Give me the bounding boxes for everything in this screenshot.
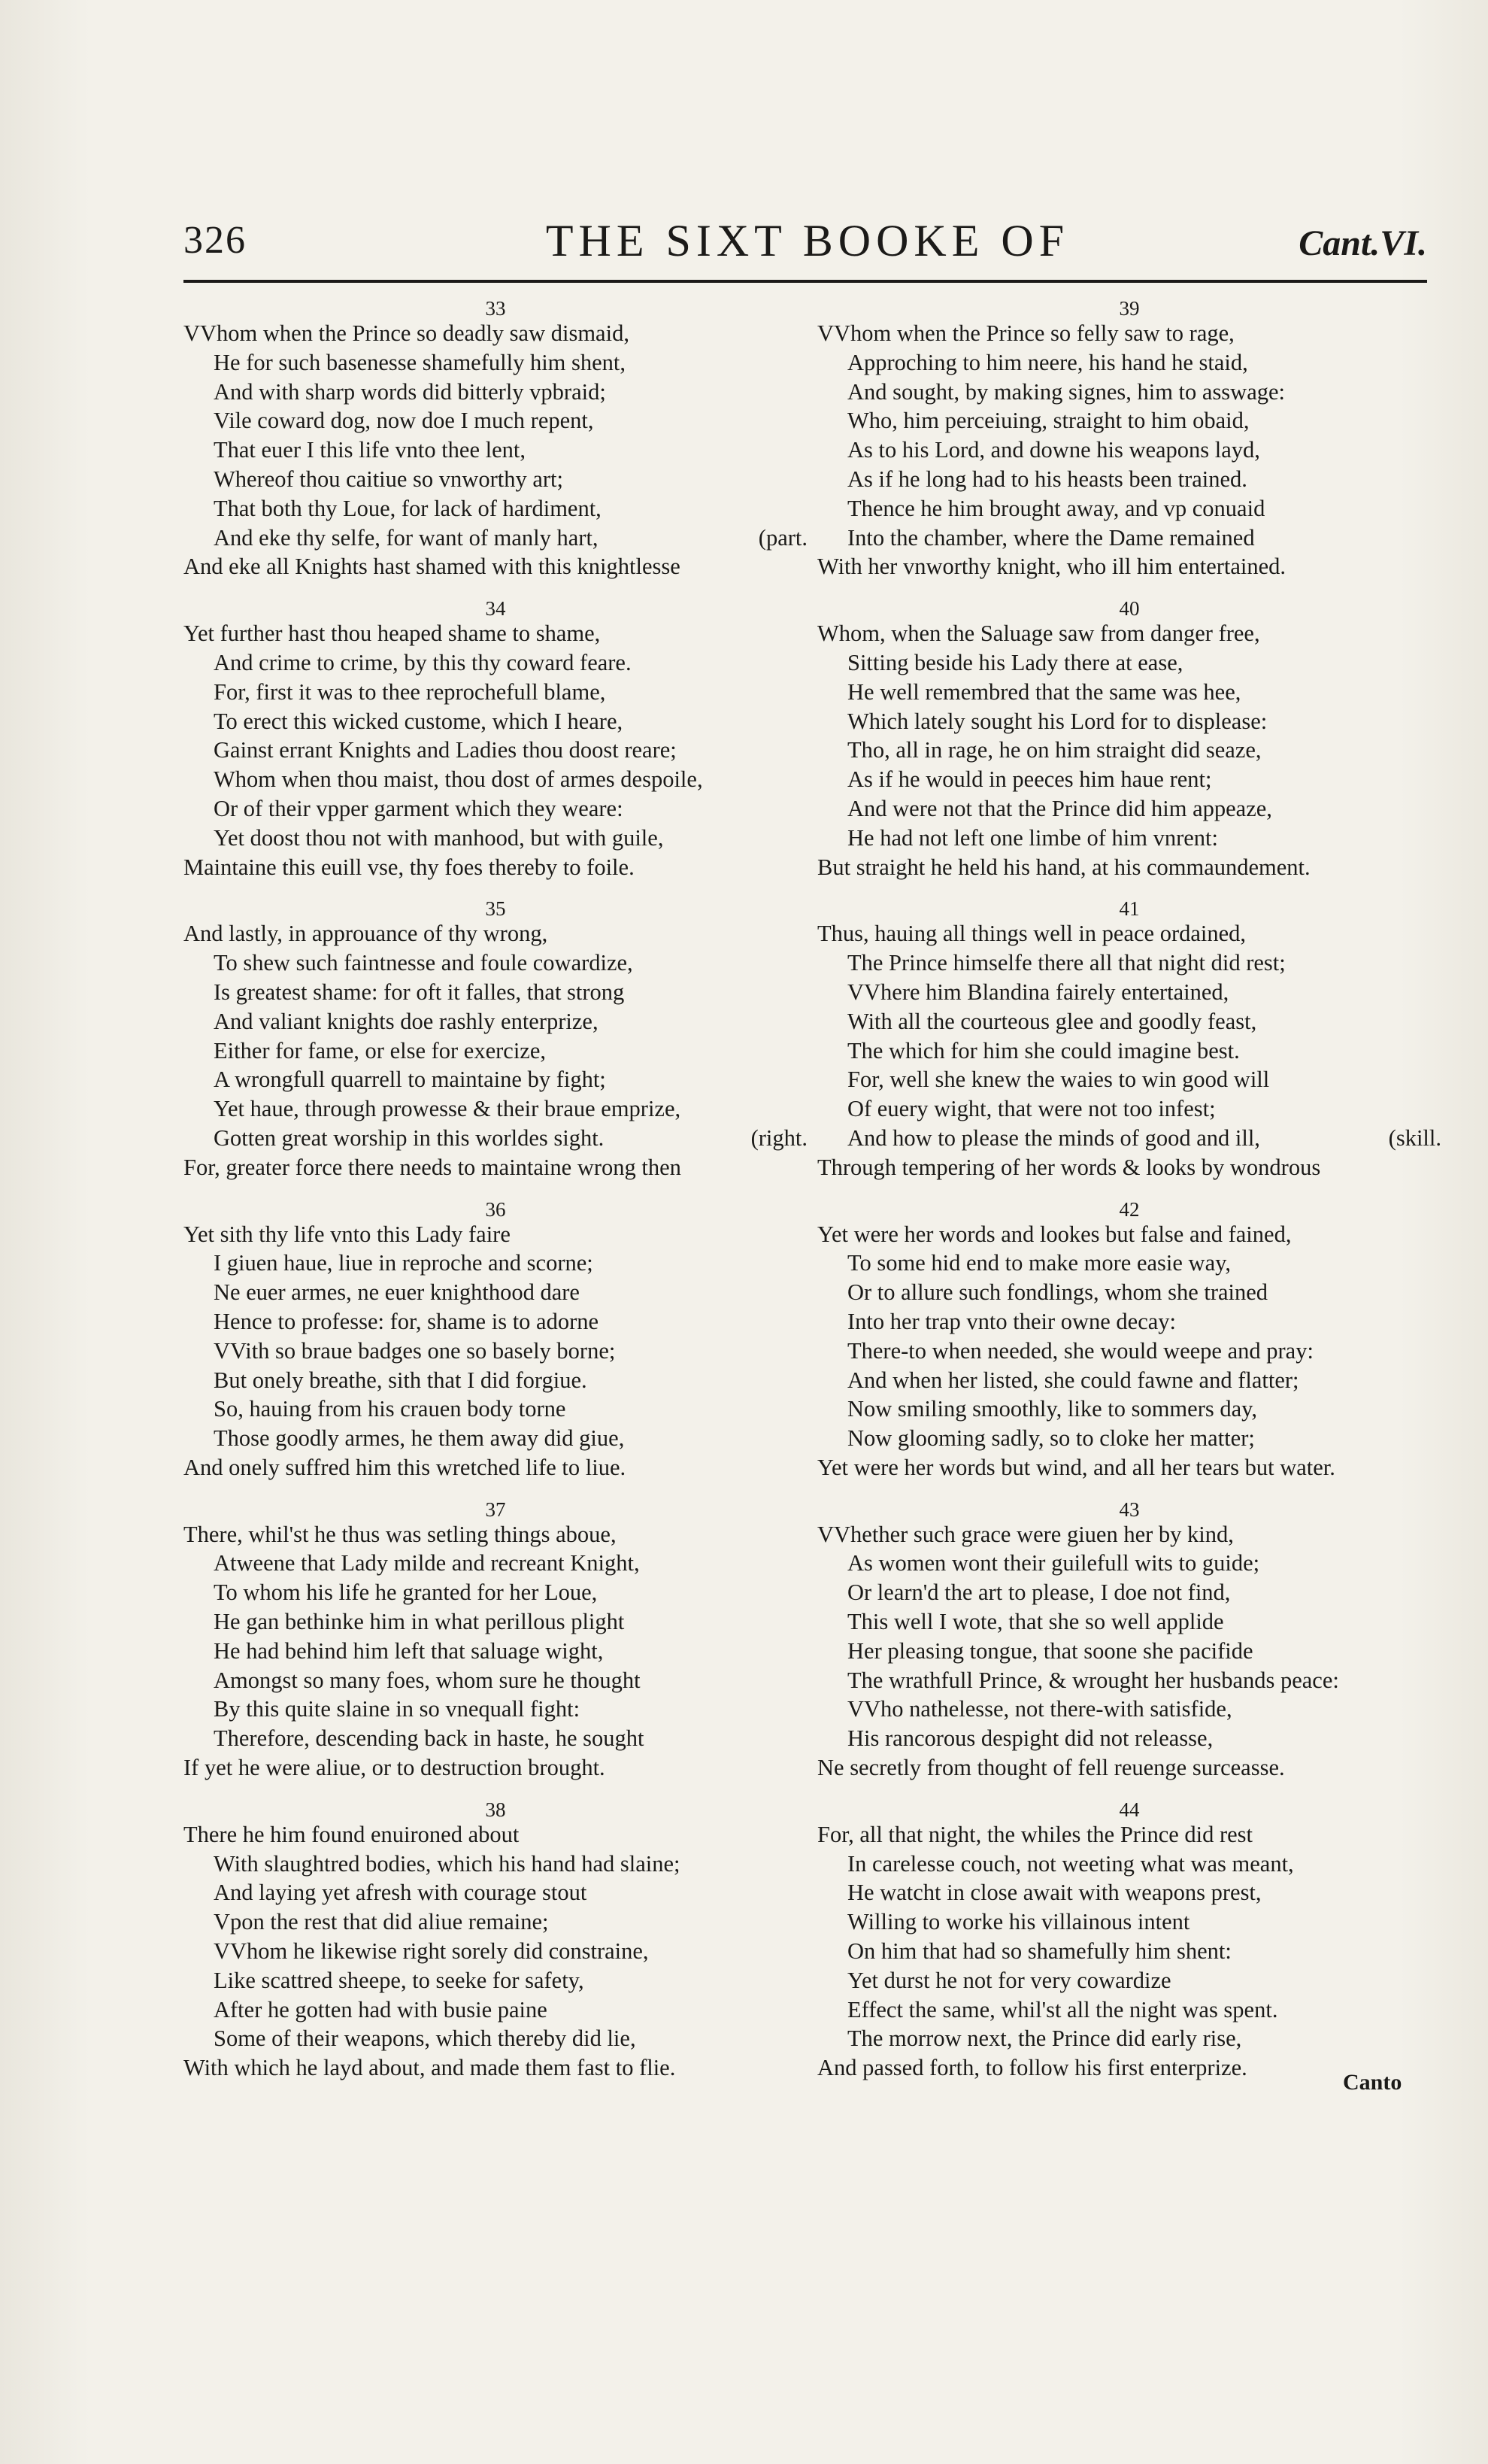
verse-text: Amongst so many foes, whom sure he thought [214,1667,641,1693]
verse-line [183,648,808,678]
verse-line [817,707,1441,736]
verse-line [817,678,1441,707]
verse-line [817,1878,1441,1907]
verse-text: This well I wote, that she so well applide [847,1609,1224,1635]
verse-line [183,736,808,765]
verse-line [817,465,1441,494]
verse-line [817,794,1441,824]
verse-text: On him that had so shamefully him shent: [847,1938,1232,1965]
verse-line [183,1453,808,1482]
verse-line [817,1124,1441,1153]
verse-text: That both thy Loue, for lack of hardiment, [214,495,602,521]
verse-text: Yet doost thou not with manhood, but with guile, [214,824,664,851]
verse-text: Of euery wight, that were not too infest; [847,1096,1216,1122]
header-rule [183,280,1427,283]
running-head [183,218,1427,278]
stanza-number: 44 [1119,1798,1140,1821]
verse-text: Therefore, descending back in haste, he sought [214,1725,644,1752]
verse-text: In carelesse couch, not weeting what was meant, [847,1850,1294,1877]
verse-text: Yet durst he not for very cowardize [847,1967,1171,1993]
verse-line [183,1220,808,1249]
verse-line [817,948,1441,978]
verse-text: To some hid end to make more easie way, [847,1250,1231,1276]
verse-text: Gainst errant Knights and Ladies thou doost reare; [214,737,677,763]
verse-text: Tho, all in rage, he on him straight did seaze, [847,737,1262,763]
verse-line [817,1578,1441,1607]
verse-text: To erect this wicked custome, which I heare, [214,708,623,734]
verse-text: For, well she knew the waies to win good will [847,1067,1270,1093]
verse-text: Who, him perceiuing, straight to him obaid, [847,408,1250,434]
verse-line [817,853,1441,882]
stanza [183,898,808,1182]
verse-text: VVhom when the Prince so felly saw to rage, [817,320,1235,346]
verse-line [183,523,808,553]
verse-text: Into the chamber, where the Dame remained [847,524,1255,551]
canto-label: Cant.VI. [1299,223,1427,263]
verse-text: And when her listed, she could fawne and flatter; [847,1367,1299,1393]
verse-text: And crime to crime, by this thy coward feare. [214,649,632,675]
verse-line [817,1753,1441,1783]
book-title: THE SIXT BOOKE OF [545,216,1070,266]
verse-text: To whom his life he granted for her Loue, [214,1579,598,1606]
verse-line [817,1907,1441,1937]
verse-line [817,1453,1441,1482]
verse-text: Vile coward dog, now doe I much repent, [214,408,594,434]
verse-line [183,552,808,581]
verse-line [817,552,1441,581]
verse-text: Willing to worke his villainous intent [847,1909,1190,1935]
verse-line [183,1995,808,2025]
verse-line [183,465,808,494]
verse-line [183,1153,808,1182]
verse-line [817,523,1441,553]
verse-text: Either for fame, or else for exercize, [214,1037,546,1064]
verse-text: He watcht in close await with weapons prest, [847,1880,1262,1906]
verse-text: VVhom he likewise right sorely did constraine, [214,1938,649,1965]
stanza-number: 40 [1119,597,1140,621]
verse-text: Now smiling smoothly, like to sommers day, [847,1396,1258,1422]
verse-text: As to his Lord, and downe his weapons layd, [847,437,1260,463]
verse-line [183,1065,808,1094]
verse-line [817,1307,1441,1337]
verse-text: To shew such faintnesse and foule cowardize, [214,950,633,976]
verse-text: Which lately sought his Lord for to displease: [847,708,1268,734]
stanza-number: 37 [485,1498,506,1521]
verse-line [817,1249,1441,1278]
verse-text: Whereof thou caitiue so vnworthy art; [214,466,563,492]
verse-text: Is greatest shame: for oft it falles, that strong [214,979,625,1005]
verse-text: There-to when needed, she would weepe and pray: [847,1337,1314,1364]
verse-line [183,319,808,348]
verse-text: Thence he him brought away, and vp conuaid [847,495,1265,521]
verse-line [817,1278,1441,1307]
verse-text: The wrathfull Prince, & wrought her husbands peace: [847,1667,1339,1693]
verse-line [183,1366,808,1395]
verse-line [817,1153,1441,1182]
stanza-number: 43 [1119,1498,1140,1521]
verse-line [817,1937,1441,1966]
verse-line [183,1607,808,1637]
verse-text: Yet further hast thou heaped shame to shame, [183,621,601,647]
verse-text: And sought, by making signes, him to asswage: [847,378,1286,405]
stanza [183,598,808,882]
verse-line [183,765,808,794]
verse-text: Vpon the rest that did aliue remaine; [214,1909,549,1935]
stanza [817,898,1441,1182]
stanza [183,1799,808,2083]
verse-line [817,736,1441,765]
verse-text: But straight he held his hand, at his commaundement. [817,854,1311,880]
verse-text: So, hauing from his crauen body torne [214,1396,566,1422]
verse-line [183,494,808,523]
verse-text: Through tempering of her words & looks by wondrous [817,1154,1321,1180]
verse-text: Yet haue, through prowesse & their braue emprize, [214,1096,681,1122]
verse-text: As if he would in peeces him haue rent; [847,766,1212,793]
verse-line [817,1724,1441,1753]
verse-text: Gotten great worship in this worldes sight. [214,1124,605,1151]
verse-line [817,1820,1441,1850]
verse-line [183,978,808,1007]
verse-text: Yet were her words but wind, and all her tears but water. [817,1454,1335,1480]
verse-text: There, whil'st he thus was setling things aboue, [183,1521,617,1547]
verse-line [817,765,1441,794]
verse-line [817,319,1441,348]
verse-line [183,1850,808,1879]
verse-line [183,1307,808,1337]
verse-line [183,707,808,736]
verse-line [183,1637,808,1666]
verse-text: Maintaine this euill vse, thy foes thereby to foile. [183,854,635,880]
verse-text: With all the courteous glee and goodly feast, [847,1008,1257,1034]
verse-text: And eke all Knights hast shamed with this knightlesse [183,554,680,580]
verse-text: Yet were her words and lookes but false and fained, [817,1221,1292,1247]
verse-text: Atweene that Lady milde and recreant Knight, [214,1550,640,1576]
verse-line [183,2053,808,2083]
page-number: 326 [183,219,247,262]
stanza [817,1199,1441,1482]
verse-text: For, all that night, the whiles the Prince did rest [817,1821,1253,1847]
verse-text: Whom when thou maist, thou dost of armes despoile, [214,766,703,793]
verse-text: The which for him she could imagine best. [847,1037,1240,1064]
verse-text: VVhere him Blandina fairely entertained, [847,979,1229,1005]
verse-text: I giuen haue, liue in reproche and scorne; [214,1250,593,1276]
verse-line [817,824,1441,853]
stanza [817,1799,1441,2083]
verse-text: Now glooming sadly, so to cloke her matter; [847,1425,1255,1452]
verse-line [183,794,808,824]
verse-text: By this quite slaine in so vnequall fight: [214,1696,580,1722]
verse-line [817,1094,1441,1124]
verse-text: And lastly, in approuance of thy wrong, [183,921,548,947]
stanza-number: 38 [485,1798,506,1821]
verse-line [183,1249,808,1278]
verse-text: With which he layd about, and made them fast to flie. [183,2055,676,2081]
verse-text: And passed forth, to follow his first enterprize. [817,2055,1247,2081]
verse-line [817,1637,1441,1666]
verse-text: For, greater force there needs to maintaine wrong then [183,1154,681,1180]
verse-line [817,1966,1441,1995]
verse-line [183,406,808,435]
verse-text: Those goodly armes, he them away did giue, [214,1425,625,1452]
right-column [817,298,1441,2099]
stanza-number: 33 [485,297,506,320]
verse-text: There he him found enuironed about [183,1821,520,1847]
verse-line [817,1065,1441,1094]
verse-text: Effect the same, whil'st all the night was spent. [847,1996,1278,2022]
turnover-fragment: (skill. [1388,1124,1441,1151]
verse-text: And valiant knights doe rashly enterprize, [214,1008,599,1034]
stanza [817,1499,1441,1783]
verse-line [183,348,808,378]
verse-text: The Prince himselfe there all that night did rest; [847,950,1286,976]
verse-line [183,948,808,978]
verse-text: A wrongfull quarrell to maintaine by fight; [214,1067,606,1093]
verse-text: And eke thy selfe, for want of manly hart, [214,524,599,551]
stanza [183,1199,808,1482]
verse-line [817,648,1441,678]
verse-text: Some of their weapons, which thereby did lie, [214,2026,636,2052]
verse-text: He well remembred that the same was hee, [847,678,1241,705]
verse-text: Ne euer armes, ne euer knighthood dare [214,1279,580,1306]
verse-text: His rancorous despight did not releasse, [847,1725,1214,1752]
verse-text: With her vnworthy knight, who ill him entertained. [817,554,1286,580]
verse-line [817,1520,1441,1549]
verse-text: He gan bethinke him in what perillous plight [214,1609,625,1635]
verse-line [183,853,808,882]
verse-line [817,1666,1441,1695]
verse-text: Like scattred sheepe, to seeke for safety, [214,1967,584,1993]
stanza [817,298,1441,581]
verse-line [183,1520,808,1549]
verse-line [817,494,1441,523]
verse-line [817,1850,1441,1879]
verse-line [183,619,808,648]
verse-text: Yet sith thy life vnto this Lady faire [183,1221,511,1247]
verse-text: And were not that the Prince did him appeaze, [847,795,1272,821]
verse-line [817,1366,1441,1395]
verse-text: VVhom when the Prince so deadly saw dismaid, [183,320,629,346]
verse-text: If yet he were aliue, or to destruction brought. [183,1755,605,1781]
verse-line [817,1394,1441,1424]
verse-text: Whom, when the Saluage saw from danger free, [817,621,1260,647]
verse-line [817,348,1441,378]
verse-line [183,1820,808,1850]
verse-text: Approching to him neere, his hand he staid, [847,349,1248,375]
verse-line [183,1094,808,1124]
verse-line [817,978,1441,1007]
verse-text: Into her trap vnto their owne decay: [847,1308,1177,1334]
verse-line [183,1394,808,1424]
verse-text: With slaughtred bodies, which his hand had slaine; [214,1850,680,1877]
stanza [183,1499,808,1783]
verse-text: Hence to professe: for, shame is to adorne [214,1308,599,1334]
verse-line [183,1753,808,1783]
verse-line [817,1695,1441,1724]
verse-text: He had behind him left that saluage wight, [214,1637,604,1664]
stanza-number: 34 [485,597,506,621]
verse-text: VVith so braue badges one so basely borne; [214,1337,616,1364]
verse-line [817,1036,1441,1066]
left-column [183,298,808,2099]
verse-line [183,1878,808,1907]
verse-text: He had not left one limbe of him vnrent: [847,824,1218,851]
verse-text: And how to please the minds of good and ill, [847,1124,1260,1151]
verse-line [817,619,1441,648]
verse-line [817,1549,1441,1578]
catchword: Canto [1343,2070,1402,2095]
stanza-number: 42 [1119,1197,1140,1221]
verse-line [817,406,1441,435]
verse-text: Thus, hauing all things well in peace ordained, [817,921,1247,947]
verse-text: Ne secretly from thought of fell reuenge surceasse. [817,1755,1285,1781]
verse-text: That euer I this life vnto thee lent, [214,437,526,463]
verse-line [183,678,808,707]
stanza [817,598,1441,882]
verse-text: As if he long had to his heasts been trained. [847,466,1247,492]
verse-line [817,919,1441,948]
verse-line [817,435,1441,465]
verse-line [183,1036,808,1066]
verse-line [183,378,808,407]
verse-line [817,1995,1441,2025]
verse-text: VVho nathelesse, not there-with satisfide, [847,1696,1232,1722]
verse-line [817,1607,1441,1637]
verse-line [817,1220,1441,1249]
verse-text: Or to allure such fondlings, whom she trained [847,1279,1268,1306]
verse-line [183,2024,808,2053]
verse-line [183,1937,808,1966]
verse-line [817,1337,1441,1366]
verse-line [183,1666,808,1695]
verse-text: But onely breathe, sith that I did forgiue. [214,1367,587,1393]
turnover-fragment: (right. [750,1124,808,1151]
verse-text: And with sharp words did bitterly vpbraid; [214,378,606,405]
verse-line [183,1124,808,1153]
verse-line [183,1695,808,1724]
verse-text: And laying yet afresh with courage stout [214,1880,587,1906]
verse-line [183,824,808,853]
stanza-number: 35 [485,897,506,921]
verse-line [183,1549,808,1578]
verse-text: For, first it was to thee reprochefull blame, [214,678,606,705]
verse-text: He for such basenesse shamefully him shent, [214,349,626,375]
verse-line [183,919,808,948]
verse-line [183,1966,808,1995]
verse-text: Or of their vpper garment which they weare: [214,795,623,821]
verse-text: The morrow next, the Prince did early rise, [847,2026,1242,2052]
verse-line [817,2024,1441,2053]
stanza-number: 36 [485,1197,506,1221]
turnover-fragment: (part. [758,524,808,551]
stanza-number: 41 [1119,897,1140,921]
verse-text: Or learn'd the art to please, I doe not find, [847,1579,1231,1606]
stanza [183,298,808,581]
verse-text: Sitting beside his Lady there at ease, [847,649,1183,675]
stanza-number: 39 [1119,297,1140,320]
verse-line [183,1424,808,1453]
verse-text: Her pleasing tongue, that soone she pacifide [847,1637,1253,1664]
verse-line [183,1337,808,1366]
verse-line [183,1007,808,1036]
verse-line [183,435,808,465]
verse-text: As women wont their guilefull wits to guide; [847,1550,1260,1576]
verse-line [183,1907,808,1937]
verse-line [817,378,1441,407]
verse-text: VVhether such grace were giuen her by kind, [817,1521,1234,1547]
verse-line [817,1007,1441,1036]
verse-line [183,1724,808,1753]
verse-text: After he gotten had with busie paine [214,1996,547,2022]
verse-line [183,1278,808,1307]
verse-text: And onely suffred him this wretched life to liue. [183,1454,626,1480]
verse-line [183,1578,808,1607]
verse-line [817,1424,1441,1453]
